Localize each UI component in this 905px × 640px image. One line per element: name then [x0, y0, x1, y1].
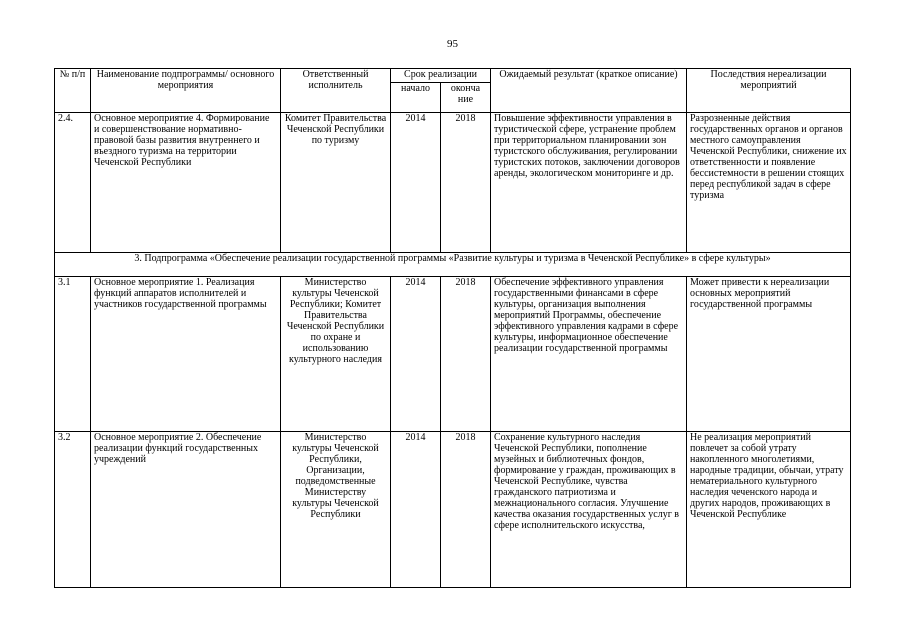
row-result: Повышение эффективности управления в туристической сфере, устранение проблем при территориальном планировании зон туристского обслуживания, регулировании туристских потоков, заключении договоров аренды, экологическом мониторинге и др.	[491, 113, 687, 253]
row-consequences: Не реализация мероприятий повлечет за собой утрату накопленного многолетиями, народные традиции, обычаи, утрату нематериального культурного наследия чеченского народа и других народов, проживающих в Чеченской Республике	[687, 432, 851, 588]
row-end: 2018	[441, 432, 491, 588]
table-row	[55, 113, 851, 253]
row-num: 3.1	[55, 277, 91, 432]
header-name: Наименование подпрограммы/ основного мероприятия	[91, 69, 281, 113]
row-start: 2014	[391, 113, 441, 253]
row-responsible: Министерство культуры Чеченской Республики; Комитет Правительства Чеченской Республики по охране и использованию культурного наследия	[281, 277, 391, 432]
row-start: 2014	[391, 277, 441, 432]
header-start: начало	[391, 83, 441, 113]
table-row	[55, 432, 851, 588]
header-consequences: Последствия нереализации мероприятий	[687, 69, 851, 113]
row-consequences: Разрозненные действия государственных органов и органов местного самоуправления Чеченской Республики, снижение их ответственности и появление бессистемности в решении стоящих перед республикой задач в сфере туризма	[687, 113, 851, 253]
table-row	[55, 277, 851, 432]
row-responsible: Комитет Правительства Чеченской Республики по туризму	[281, 113, 391, 253]
row-responsible: Министерство культуры Чеченской Республики, Организации, подведомственные Министерству культуры Чеченской Республики	[281, 432, 391, 588]
row-end: 2018	[441, 113, 491, 253]
header-end: оконча ние	[441, 83, 491, 113]
row-result: Сохранение культурного наследия Чеченской Республики, пополнение музейных и библиотечных фондов, формирование у граждан, проживающих в Чеченской Республике, чувства гражданского патриотизма и межнационального согласия. Улучшение качества оказания государственных услуг в сфере исполнительского искусства,	[491, 432, 687, 588]
page-number: 95	[447, 38, 458, 50]
row-num: 3.2	[55, 432, 91, 588]
section-title: 3. Подпрограмма «Обеспечение реализации государственной программы «Развитие культуры и туризма в Чеченской Республике» в сфере культуры»	[55, 253, 851, 277]
row-name: Основное мероприятие 1. Реализация функций аппаратов исполнителей и участников государственной программы	[91, 277, 281, 432]
row-name: Основное мероприятие 4. Формирование и совершенствование нормативно-правовой базы развития внутреннего и въездного туризма на территории Чеченской Республики	[91, 113, 281, 253]
section-row	[55, 253, 851, 277]
header-num: № п/п	[55, 69, 91, 113]
row-end: 2018	[441, 277, 491, 432]
row-num: 2.4.	[55, 113, 91, 253]
row-consequences: Может привести к нереализации основных мероприятий государственной программы	[687, 277, 851, 432]
row-name: Основное мероприятие 2. Обеспечение реализации функций государственных учреждений	[91, 432, 281, 588]
row-start: 2014	[391, 432, 441, 588]
header-period: Срок реализации	[391, 69, 491, 83]
program-table	[54, 68, 851, 588]
row-result: Обеспечение эффективного управления государственными финансами в сфере культуры, организация выполнения мероприятий Программы, обеспечение эффективного управления кадрами в сфере культуры, информационное обеспечение реализации государственной программы	[491, 277, 687, 432]
header-result: Ожидаемый результат (краткое описание)	[491, 69, 687, 113]
header-responsible: Ответственный исполнитель	[281, 69, 391, 113]
